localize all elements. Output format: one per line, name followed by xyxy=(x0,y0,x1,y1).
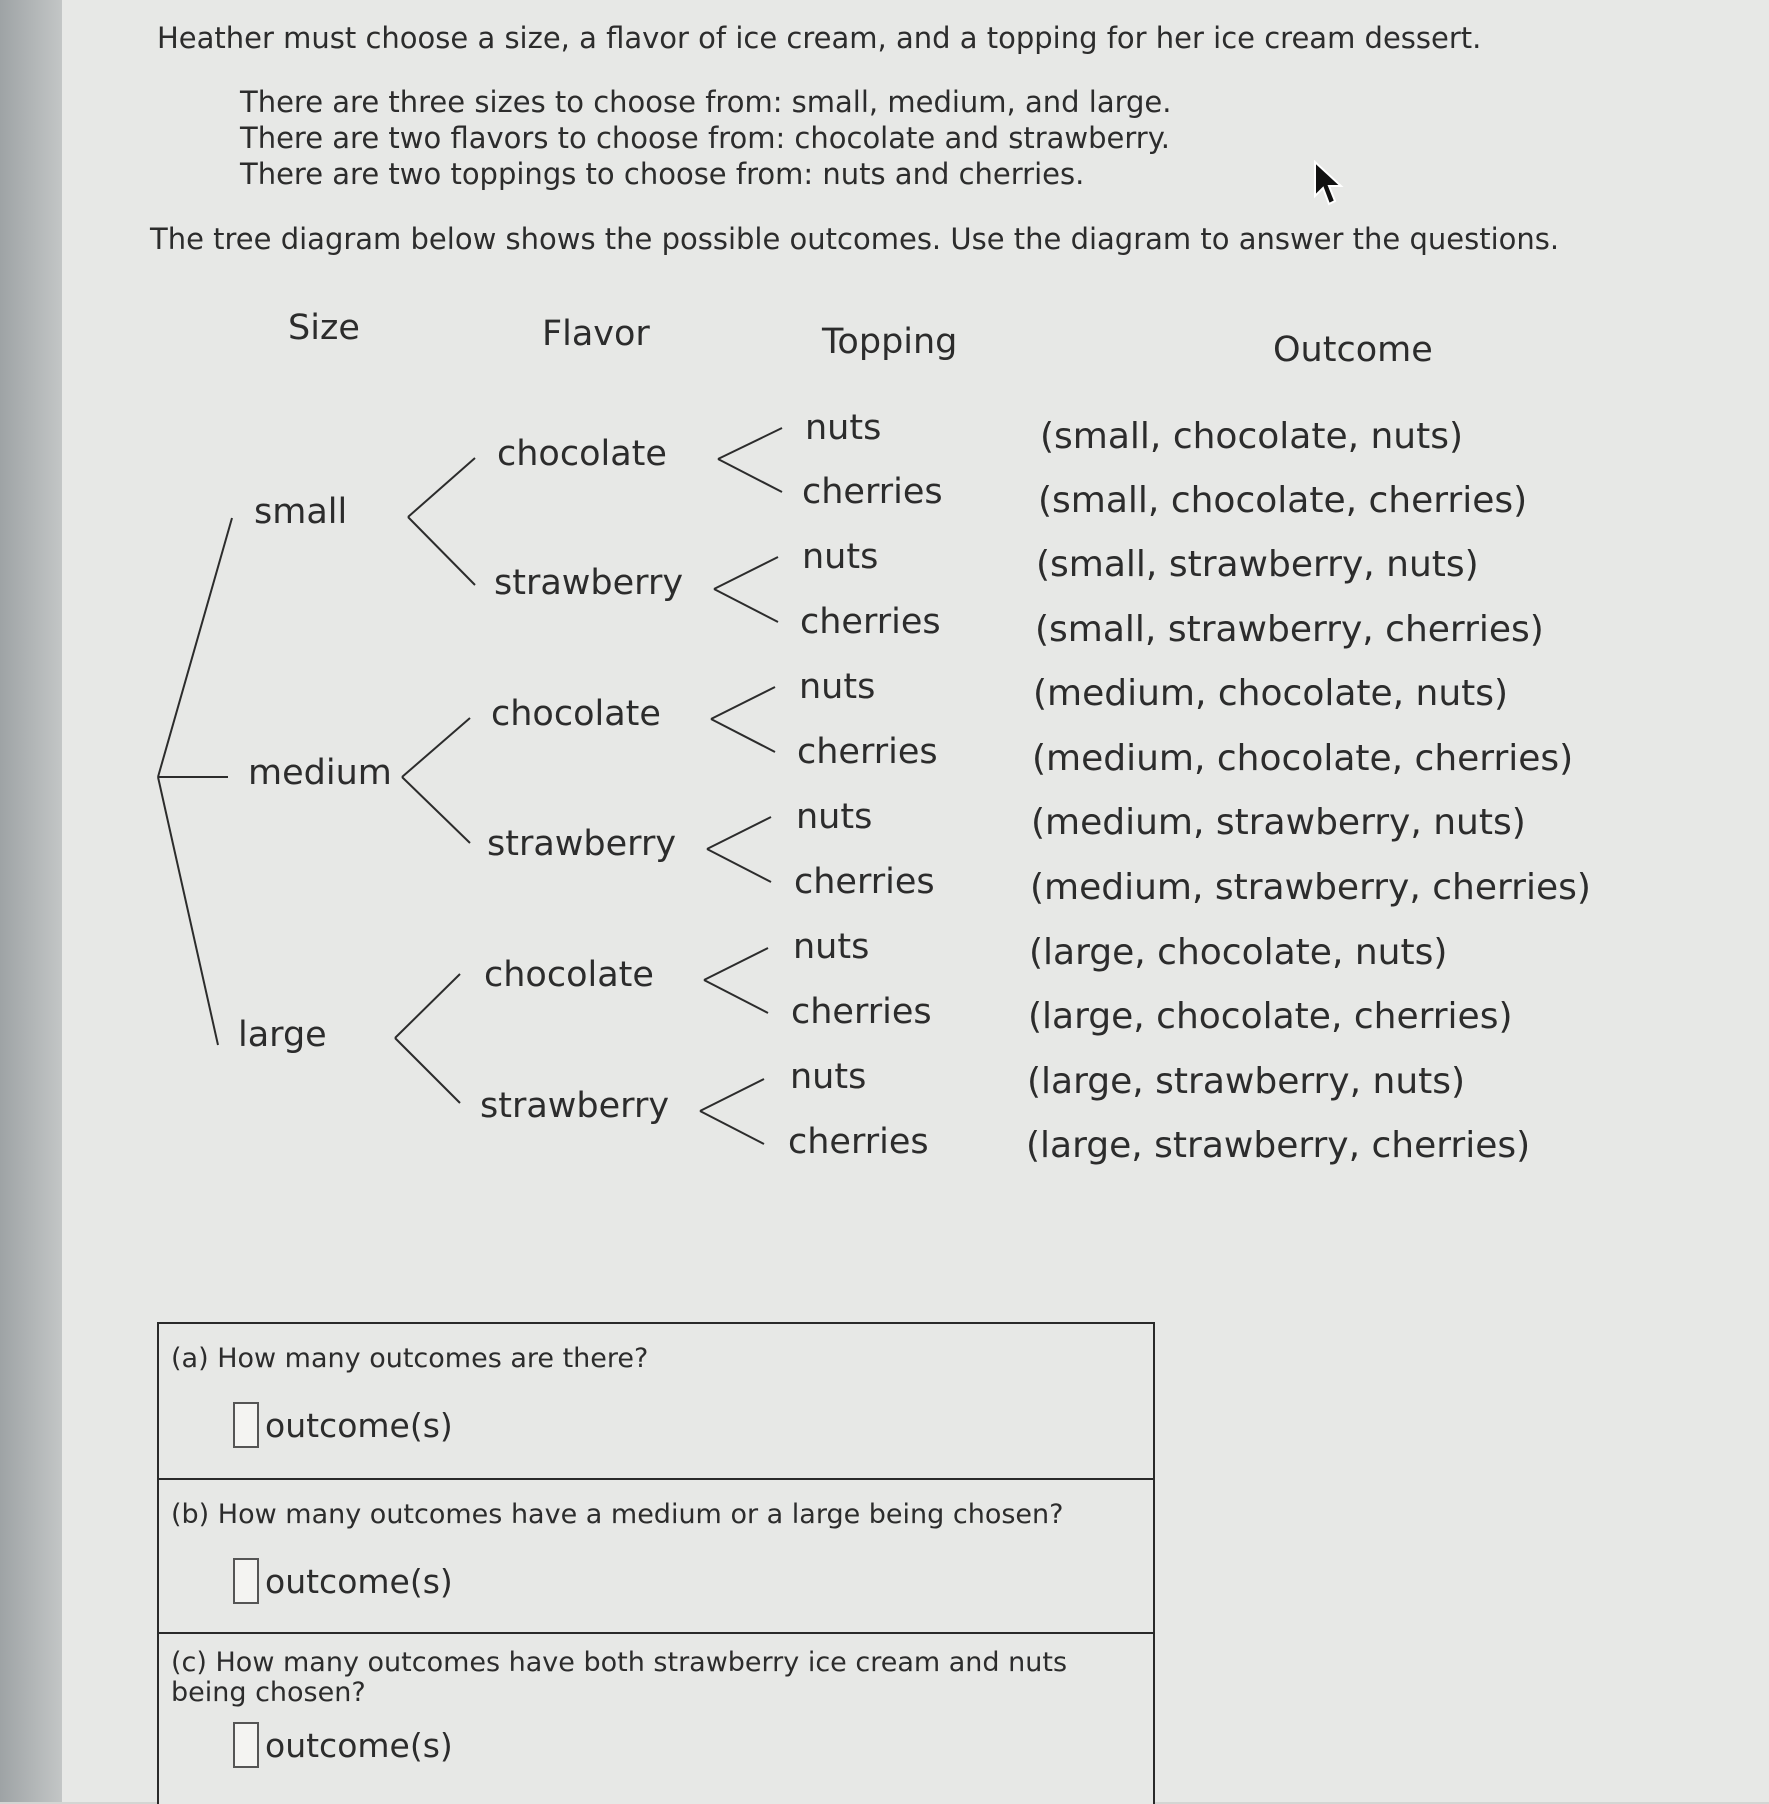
outcome-item: (small, chocolate, cherries) xyxy=(1038,480,1528,521)
branch-topping-6a xyxy=(700,1079,764,1111)
size-label-large: large xyxy=(238,1015,327,1055)
topping-label: cherries xyxy=(800,602,941,642)
branch-large-chocolate xyxy=(395,974,460,1038)
topping-label: cherries xyxy=(802,472,943,512)
size-label-medium: medium xyxy=(248,753,392,793)
outcome-item: (large, chocolate, cherries) xyxy=(1028,996,1513,1037)
topping-label: nuts xyxy=(796,797,873,837)
question-b-answer xyxy=(233,1558,1141,1604)
answer-b-unit: outcome(s) xyxy=(265,1561,453,1601)
flavor-label: strawberry xyxy=(480,1086,670,1126)
branch-topping-3b xyxy=(711,719,775,752)
outcome-item: (large, strawberry, nuts) xyxy=(1027,1061,1466,1102)
branch-topping-5b xyxy=(704,980,768,1013)
outcome-item: (medium, strawberry, nuts) xyxy=(1031,802,1526,843)
fact-sizes: There are three sizes to choose from: small, medium, and large. xyxy=(240,85,1172,119)
answer-c-input[interactable] xyxy=(233,1722,259,1768)
question-c xyxy=(159,1634,1153,1804)
branch-topping-6b xyxy=(700,1111,764,1144)
flavor-label: chocolate xyxy=(497,434,667,474)
answer-c-unit: outcome(s) xyxy=(265,1725,453,1765)
question-b-text: (b) How many outcomes have a medium or a large being chosen? xyxy=(171,1499,1064,1530)
question-a-text: (a) How many outcomes are there? xyxy=(171,1343,649,1374)
topping-label: nuts xyxy=(793,927,870,967)
branch-small-strawberry xyxy=(408,517,475,585)
outcome-item: (large, chocolate, nuts) xyxy=(1029,932,1448,973)
questions-panel xyxy=(157,1322,1155,1804)
outcome-item: (small, strawberry, cherries) xyxy=(1035,609,1544,650)
header-topping: Topping xyxy=(822,322,958,362)
header-flavor: Flavor xyxy=(542,314,650,354)
topping-label: nuts xyxy=(805,408,882,448)
outcome-item: (medium, chocolate, nuts) xyxy=(1033,673,1509,714)
branch-topping-2a xyxy=(714,557,778,589)
answer-b-input[interactable] xyxy=(233,1558,259,1604)
header-size: Size xyxy=(288,308,360,348)
outcome-item: (large, strawberry, cherries) xyxy=(1026,1125,1531,1166)
topping-label: nuts xyxy=(799,667,876,707)
branch-topping-2b xyxy=(714,589,778,622)
outcome-item: (small, strawberry, nuts) xyxy=(1036,544,1479,585)
topping-label: cherries xyxy=(791,992,932,1032)
fact-toppings: There are two toppings to choose from: nuts and cherries. xyxy=(240,157,1085,191)
outcome-item: (medium, strawberry, cherries) xyxy=(1030,867,1591,908)
flavor-label: strawberry xyxy=(487,824,677,864)
outcome-item: (medium, chocolate, cherries) xyxy=(1032,738,1574,779)
answer-a-input[interactable] xyxy=(233,1402,259,1448)
flavor-label: chocolate xyxy=(484,955,654,995)
flavor-label: chocolate xyxy=(491,694,661,734)
branch-topping-1a xyxy=(718,428,782,459)
topping-label: cherries xyxy=(797,732,938,772)
branch-medium-chocolate xyxy=(402,718,470,777)
header-outcome: Outcome xyxy=(1273,330,1433,370)
flavor-label: strawberry xyxy=(494,563,684,603)
topping-label: nuts xyxy=(802,537,879,577)
branch-large-strawberry xyxy=(395,1038,460,1103)
branch-root-small xyxy=(158,518,232,777)
question-a-answer xyxy=(233,1402,1141,1448)
topping-label: nuts xyxy=(790,1057,867,1097)
outcome-item: (small, chocolate, nuts) xyxy=(1040,416,1464,457)
branch-topping-1b xyxy=(718,459,782,492)
topping-label: cherries xyxy=(788,1122,929,1162)
topping-label: cherries xyxy=(794,862,935,902)
branch-small-chocolate xyxy=(408,458,475,517)
branch-topping-3a xyxy=(711,687,775,719)
question-c-text: (c) How many outcomes have both strawberry ice cream and nuts being chosen? xyxy=(171,1647,1068,1708)
branch-root-large xyxy=(158,777,218,1045)
question-a xyxy=(159,1324,1153,1480)
branch-topping-5a xyxy=(704,948,768,980)
size-label-small: small xyxy=(254,492,348,532)
fact-flavors: There are two flavors to choose from: chocolate and strawberry. xyxy=(240,121,1170,155)
answer-a-unit: outcome(s) xyxy=(265,1405,453,1445)
branch-topping-4a xyxy=(707,817,771,849)
branch-topping-4b xyxy=(707,849,771,882)
question-b xyxy=(159,1480,1153,1634)
problem-instruction: The tree diagram below shows the possible outcomes. Use the diagram to answer the questions. xyxy=(150,222,1560,256)
problem-intro: Heather must choose a size, a flavor of ice cream, and a topping for her ice cream dessert. xyxy=(157,21,1482,55)
branch-medium-strawberry xyxy=(402,777,470,843)
question-c-answer xyxy=(233,1722,1141,1768)
